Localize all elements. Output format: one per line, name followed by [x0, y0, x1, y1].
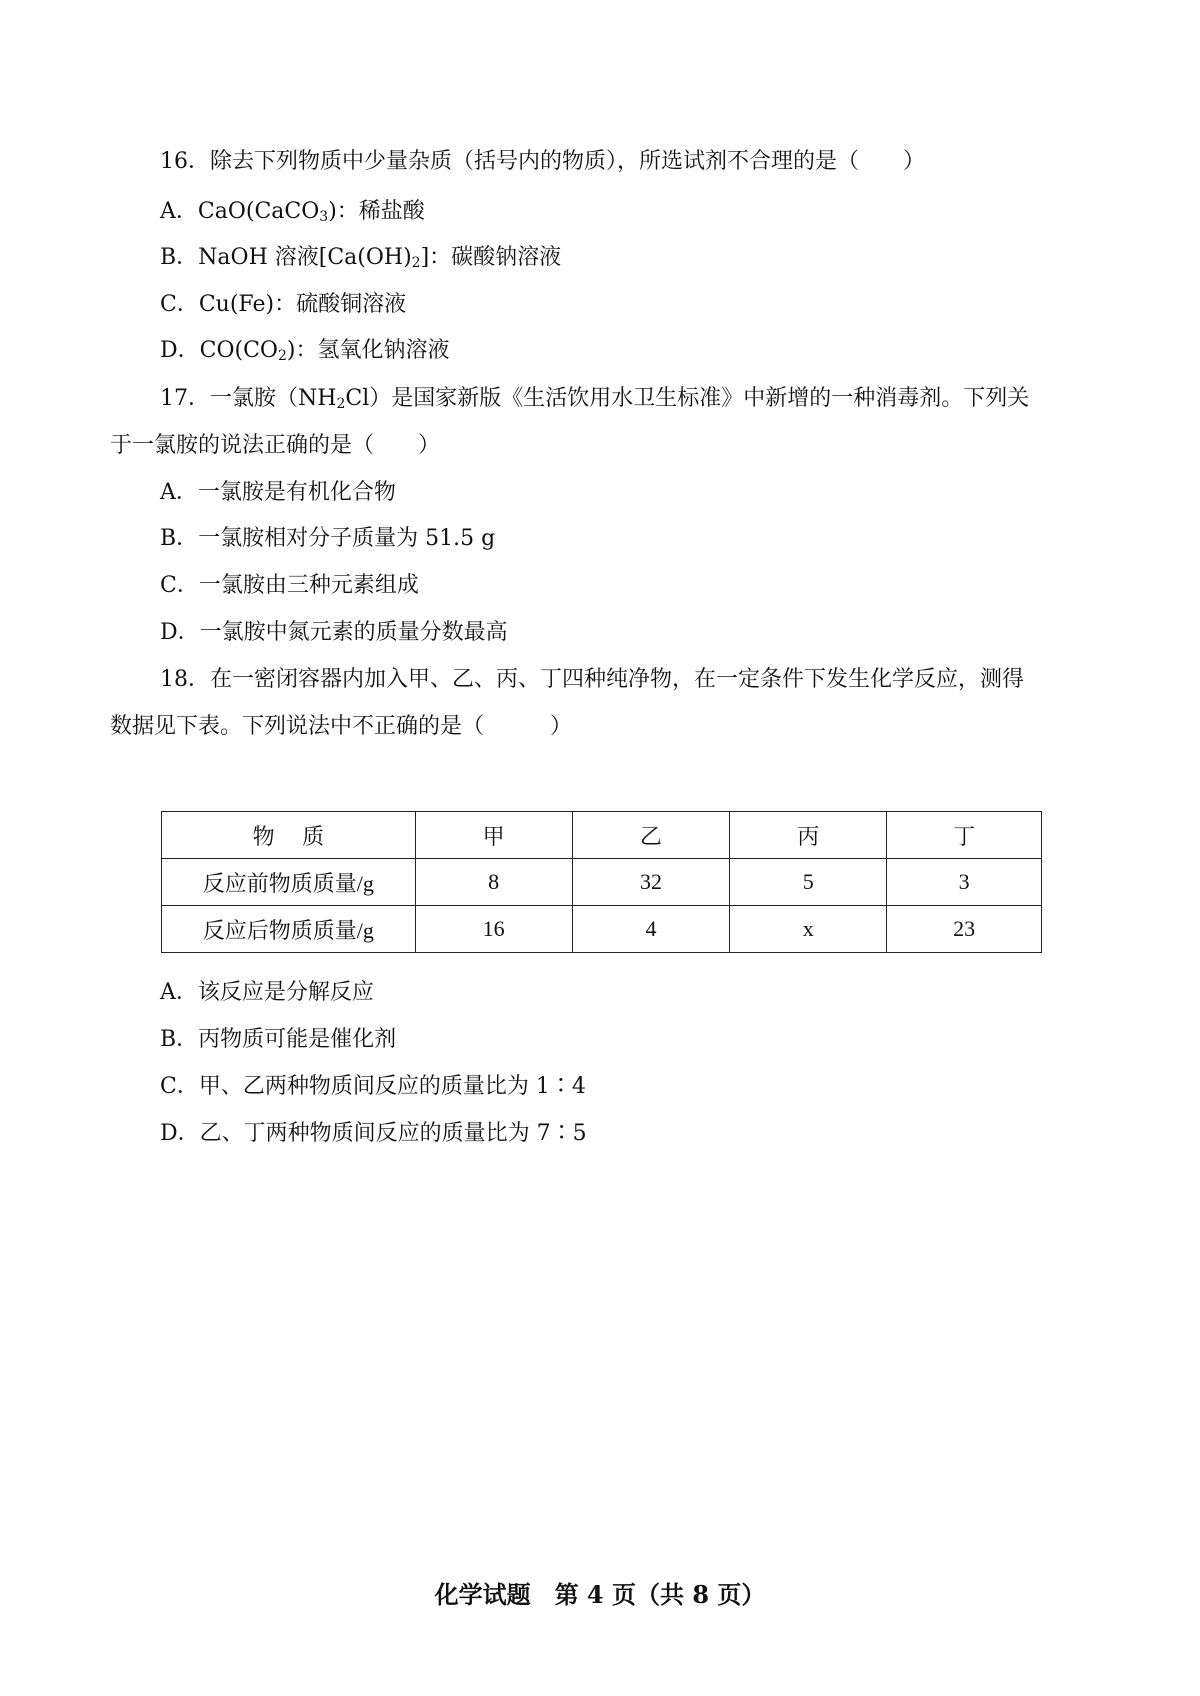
mass-data-table [161, 811, 1042, 953]
q16-a-text: A．CaO(CaCO [160, 199, 320, 224]
q18-stem-continued: 数据见下表。下列说法中不正确的是（ ） [110, 714, 573, 739]
q18-option-d: D．乙、丁两种物质间反应的质量比为 7∶5 [160, 1121, 587, 1146]
table-row [162, 906, 1042, 953]
q17-option-c: C．一氯胺由三种元素组成 [160, 573, 419, 598]
q16-d-text: D．CO(CO [160, 338, 278, 363]
table-cell: 3 [887, 859, 1042, 906]
page-footer: 化学试题 第 4 页（共 8 页） [434, 1580, 766, 1609]
q16-d-subscript: 2 [277, 348, 287, 364]
q18-option-c: C．甲、乙两种物质间反应的质量比为 1∶4 [160, 1074, 586, 1099]
table-cell: 32 [572, 859, 730, 906]
q16-stem: 16．除去下列物质中少量杂质（括号内的物质），所选试剂不合理的是（ ） [160, 149, 925, 174]
q16-a-subscript: 3 [319, 209, 329, 225]
q18-stem: 18．在一密闭容器内加入甲、乙、丙、丁四种纯净物，在一定条件下发生化学反应，测得 [160, 667, 1024, 692]
table-cell: x [730, 906, 887, 953]
q16-option-c: C．Cu(Fe)：硫酸铜溶液 [160, 292, 407, 317]
table-cell: 5 [730, 859, 887, 906]
q17-stem-continued: 于一氯胺的说法正确的是（ ） [110, 433, 441, 458]
table-row [162, 859, 1042, 906]
table-header-cell: 物 质 [162, 812, 416, 859]
q17-stem-text-end: Cl）是国家新版《生活饮用水卫生标准》中新增的一种消毒剂。下列关 [345, 386, 1030, 411]
q16-d-text-end: )：氢氧化钠溶液 [286, 338, 450, 363]
table-header-cell: 甲 [415, 812, 572, 859]
q17-stem [160, 384, 1200, 414]
table-header-cell: 丙 [730, 812, 887, 859]
q16-b-text-end: ]：碳酸钠溶液 [420, 245, 562, 270]
q16-option-d [160, 336, 1200, 366]
q18-option-a: A．该反应是分解反应 [160, 980, 374, 1005]
table-header-row [162, 812, 1042, 859]
table-cell: 反应后物质质量/g [162, 906, 416, 953]
q16-b-text: B．NaOH 溶液[Ca(OH) [160, 245, 412, 270]
table-header-cell: 乙 [572, 812, 730, 859]
q16-option-a [160, 197, 1200, 227]
q17-option-b: B．一氯胺相对分子质量为 51.5 g [160, 526, 496, 551]
q18-option-b: B．丙物质可能是催化剂 [160, 1027, 397, 1052]
q16-a-text-end: )：稀盐酸 [328, 199, 425, 224]
q17-stem-subscript: 2 [336, 396, 346, 412]
q16-option-b [160, 243, 1200, 273]
table-cell: 反应前物质质量/g [162, 859, 416, 906]
q16-b-subscript: 2 [411, 255, 421, 271]
table-cell: 4 [572, 906, 730, 953]
table-header-cell: 丁 [887, 812, 1042, 859]
q17-option-d: D．一氯胺中氮元素的质量分数最高 [160, 620, 508, 645]
table-cell: 8 [415, 859, 572, 906]
table-cell: 23 [887, 906, 1042, 953]
q17-stem-text: 17．一氯胺（NH [160, 386, 337, 411]
q17-option-a: A．一氯胺是有机化合物 [160, 480, 396, 505]
table-cell: 16 [415, 906, 572, 953]
